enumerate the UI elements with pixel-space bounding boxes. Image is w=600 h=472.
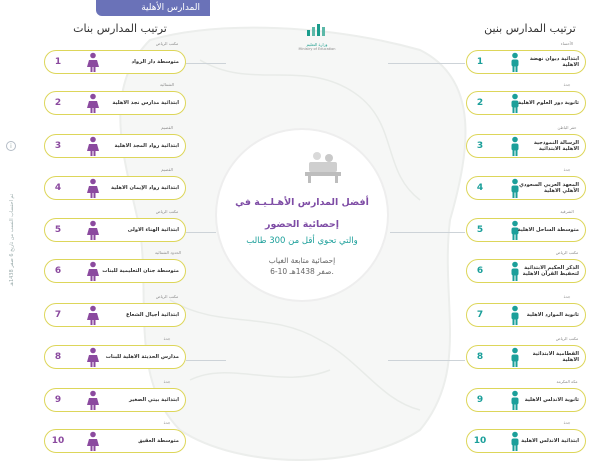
boys-rank-item: [466, 336, 586, 369]
region-tag: جدة: [163, 336, 171, 341]
rank-number: 5: [476, 225, 484, 235]
school-name: مدارس الحديثة الاهلية للبنات: [105, 354, 179, 360]
girls-rank-item: [44, 41, 186, 74]
girls-rank-item: [44, 125, 186, 158]
school-name: القطامية الابتدائية الاهلية: [532, 351, 579, 363]
connector-line: [186, 360, 226, 361]
girls-rank-item: [44, 420, 186, 453]
region-tag: الأحساء: [560, 41, 574, 46]
school-name: متوسطة دار الرواد: [131, 59, 179, 65]
boys-rank-item: [466, 420, 586, 453]
boys-rank-item: [466, 379, 586, 412]
school-name: ابتدائية رواد المجد الاهلية: [114, 143, 179, 149]
school-name: ابتدائية الاندلس الاهلية: [521, 438, 579, 444]
side-note: [5, 135, 19, 345]
info-icon: i: [6, 141, 16, 151]
region-tag: مكة المكرمة: [556, 379, 578, 384]
connector-line: [390, 232, 465, 233]
region-tag: مكتب الرياض: [155, 41, 179, 46]
school-name: ابتدائية أجيال الشعاع: [126, 312, 179, 318]
rank-number: 3: [54, 141, 62, 151]
connector-line: [388, 360, 465, 361]
region-tag: الشرقية: [560, 209, 574, 214]
classroom-icon: [303, 150, 343, 184]
school-name: متوسطة الساحل الاهلية: [517, 227, 579, 233]
side-note-text: تم احتساب النسب من تاريخ 6 صفر 1438هـ: [9, 193, 15, 287]
center-source: إحصائية متابعة الغياب: [268, 256, 336, 265]
school-name: الرسالة النموذجية الاهلية الابتدائية: [533, 140, 579, 152]
center-title: أفضل المدارس الأهـلـيـة في: [235, 197, 369, 208]
boys-rank-item: [466, 125, 586, 158]
boys-rank-item: [466, 209, 586, 242]
region-tag: جدة: [563, 82, 571, 87]
rank-number: 4: [54, 183, 62, 193]
school-name: متوسطة العقيق: [138, 438, 179, 444]
rank-number: 2: [54, 98, 62, 108]
girls-rank-item: [44, 250, 186, 283]
school-name: ثانوية دور العلوم الاهلية: [518, 100, 579, 106]
rank-number: 9: [54, 395, 62, 405]
school-name: ابتدائية رواد الإيمان الاهلية: [111, 185, 179, 191]
rank-number: 2: [476, 98, 484, 108]
rank-number: 8: [476, 352, 484, 362]
girls-rank-item: [44, 209, 186, 242]
region-tag: الحدود الشمالية: [155, 250, 181, 255]
center-date: 6-10 صفر 1438هـ.: [270, 267, 334, 276]
rank-number: 4: [476, 183, 484, 193]
region-tag: القصيم: [161, 167, 173, 172]
center-subtitle: إحصائية الحضور: [264, 219, 339, 230]
girls-ranking-title: ترتيب المدارس بنات: [73, 22, 167, 35]
ministry-subtitle: Ministry of Education: [298, 47, 336, 51]
region-tag: حفر الباطن: [557, 125, 577, 130]
school-name: ابتدائية الهناء الاولى: [127, 227, 179, 233]
girls-rank-item: [44, 379, 186, 412]
ministry-name: وزارة التعليم: [306, 42, 328, 47]
region-tag: جدة: [563, 294, 571, 299]
girls-rank-item: [44, 82, 186, 115]
school-name: ثانوية الموارد الاهلية: [526, 312, 579, 318]
region-tag: مكتب الرياض: [155, 294, 179, 299]
school-name: الذكر الحكيم الابتدائية لتحفيظ القرآن الاهلية: [522, 265, 579, 277]
girls-rank-item: [44, 167, 186, 200]
rank-number: 5: [54, 225, 62, 235]
section-banner: المدارس الأهلية: [96, 0, 210, 16]
center-condition: والتي تحوي أقل من 300 طالب: [246, 236, 358, 246]
boys-rank-item: [466, 41, 586, 74]
school-name: متوسطة جنان التعليمية للبنات: [102, 268, 179, 274]
school-name: ثانوية الاندلس الاهلية: [524, 397, 579, 403]
girls-rank-item: [44, 294, 186, 327]
rank-number: 3: [476, 141, 484, 151]
region-tag: الشمالية: [160, 82, 174, 87]
ministry-logo: [291, 22, 343, 51]
school-name: المعهد العربي السعودي الأهلي الاهلية: [519, 182, 579, 194]
rank-number: 10: [51, 436, 65, 446]
rank-number: 1: [476, 57, 484, 67]
rank-number: 9: [476, 395, 484, 405]
region-tag: جدة: [563, 167, 571, 172]
region-tag: القصيم: [161, 125, 173, 130]
connector-line: [388, 63, 465, 64]
school-name: ابتدائية بيتي الصغير: [129, 397, 179, 403]
rank-number: 7: [476, 310, 484, 320]
region-tag: جدة: [163, 379, 171, 384]
rank-number: 6: [54, 266, 62, 276]
region-tag: مكتب الرياض: [155, 209, 179, 214]
girls-rank-item: [44, 336, 186, 369]
region-tag: جدة: [163, 420, 171, 425]
region-tag: جدة: [563, 420, 571, 425]
rank-number: 8: [54, 352, 62, 362]
boys-ranking-title: ترتيب المدارس بنين: [484, 22, 576, 35]
boys-rank-item: [466, 82, 586, 115]
rank-number: 1: [54, 57, 62, 67]
ministry-logo-icon: [304, 22, 330, 38]
boys-rank-item: [466, 294, 586, 327]
connector-line: [186, 232, 216, 233]
school-name: ابتدائية ديوان نهضة الاهلية: [529, 56, 579, 68]
boys-rank-item: [466, 167, 586, 200]
boys-rank-item: [466, 250, 586, 283]
region-tag: مكتب الرياض: [555, 336, 579, 341]
region-tag: مكتب الرياض: [555, 250, 579, 255]
rank-number: 7: [54, 310, 62, 320]
rank-number: 10: [473, 436, 487, 446]
connector-line: [186, 63, 226, 64]
rank-number: 6: [476, 266, 484, 276]
school-name: ابتدائية مدارس نجد الاهلية: [112, 100, 179, 106]
